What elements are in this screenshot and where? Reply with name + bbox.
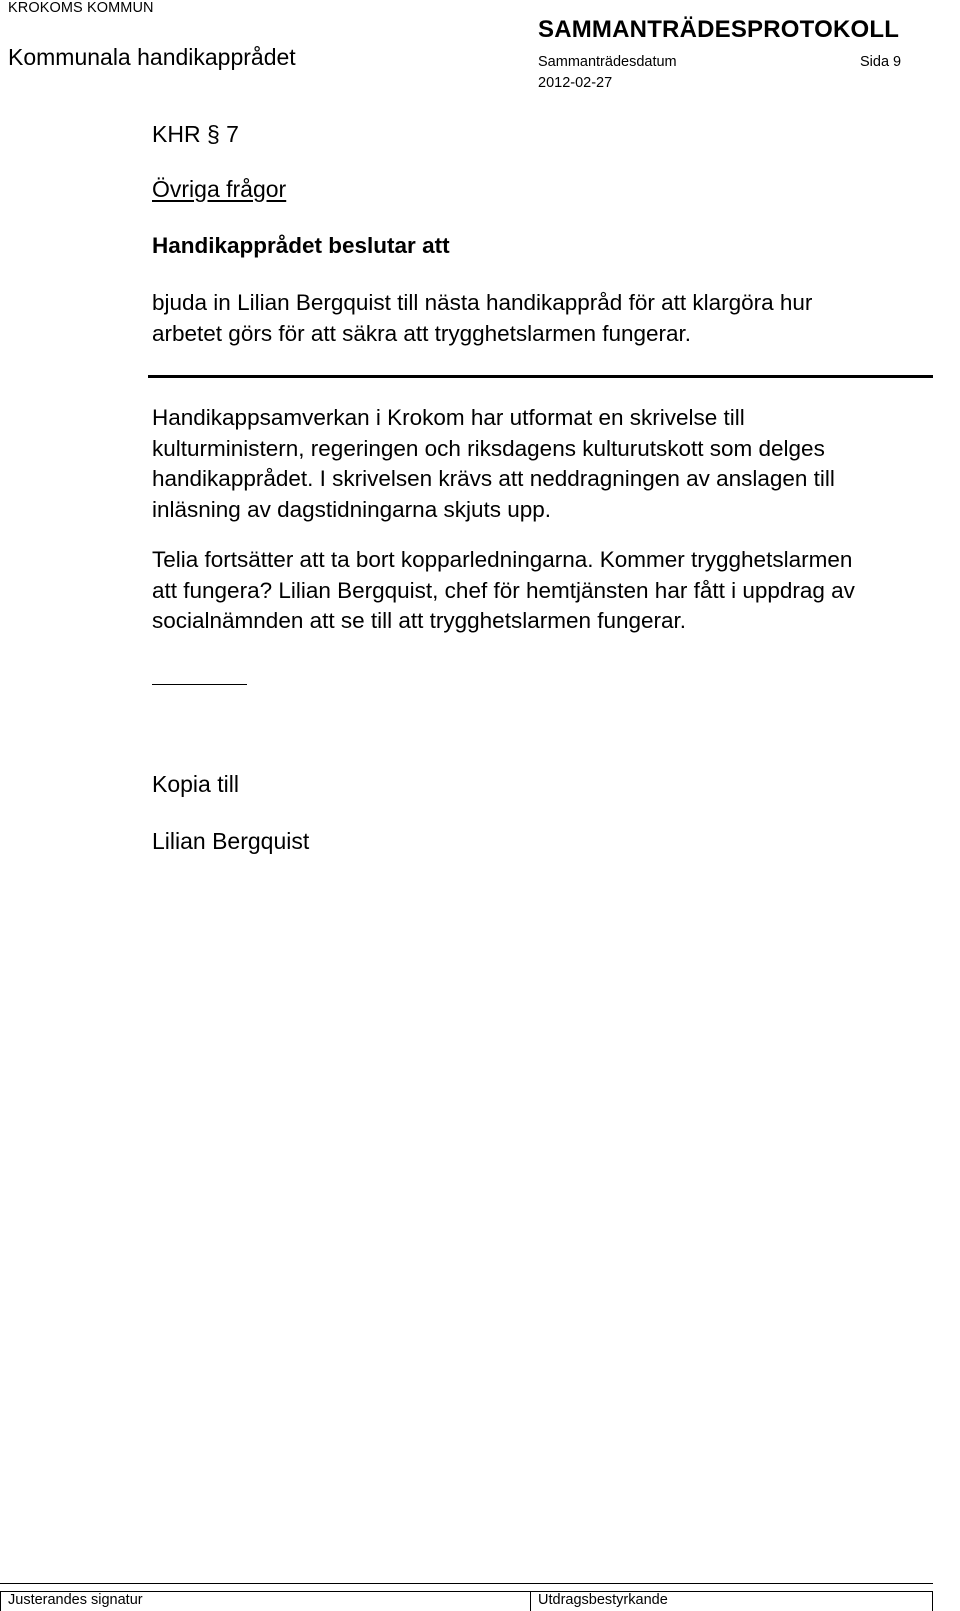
text-line: handikapprådet. I skrivelsen krävs att neddragningen av anslagen till — [152, 466, 835, 491]
text-line: att fungera? Lilian Bergquist, chef för hemtjänsten har fått i uppdrag av — [152, 577, 855, 603]
organization-name: KROKOMS KOMMUN — [8, 0, 154, 16]
meeting-date-value: 2012-02-27 — [538, 75, 613, 91]
background-paragraph-2 — [152, 545, 855, 637]
text-line: kulturministern, regeringen och riksdagens kulturutskott som delges — [152, 435, 825, 461]
copy-recipient: Lilian Bergquist — [152, 828, 310, 854]
document-type: SAMMANTRÄDESPROTOKOLL — [538, 16, 900, 43]
decision-text — [152, 288, 812, 349]
footer-box-border — [932, 1591, 933, 1611]
text-line: Handikappsamverkan i Krokom har utformat en skrivelse till — [152, 405, 745, 430]
footer-divider — [0, 1583, 933, 1584]
page-number: Sida 9 — [860, 54, 902, 70]
text-line: socialnämnden att se till att trygghetslarmen fungerar. — [152, 608, 687, 633]
section-number: KHR § 7 — [152, 121, 239, 147]
decision-heading: Handikapprådet beslutar att — [152, 233, 450, 258]
signature-field-label: Justerandes signatur — [8, 1592, 143, 1608]
meeting-date-label: Sammanträdesdatum — [538, 54, 677, 70]
text-line: Telia fortsätter att ta bort kopparledningarna. Kommer trygghetslarmen — [152, 547, 853, 572]
copy-to-label: Kopia till — [152, 771, 239, 797]
committee-name: Kommunala handikapprådet — [8, 44, 296, 70]
end-of-section-rule — [152, 684, 247, 685]
text-line: arbetet görs för att säkra att trygghetslarmen fungerar. — [152, 320, 692, 346]
extract-certification-label: Utdragsbestyrkande — [538, 1592, 668, 1608]
section-title: Övriga frågor — [152, 176, 287, 202]
background-paragraph-1 — [152, 403, 835, 525]
footer-box-border — [530, 1591, 531, 1611]
text-line: bjuda in Lilian Bergquist till nästa handikappråd för att klargöra hur — [152, 290, 813, 315]
footer-box-border — [0, 1591, 1, 1611]
text-line: inläsning av dagstidningarna skjuts upp. — [152, 496, 552, 522]
section-divider — [148, 375, 933, 378]
